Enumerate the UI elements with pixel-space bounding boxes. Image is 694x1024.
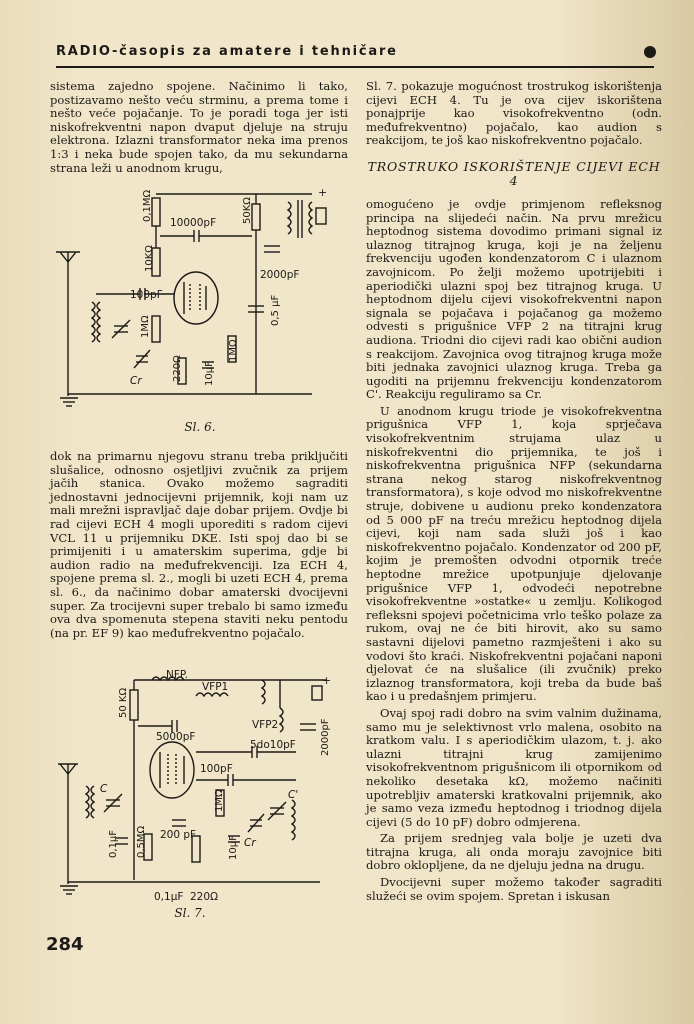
input-coil: [86, 786, 94, 818]
left-column-middle: [50, 450, 348, 643]
label-r5: 220Ω: [172, 355, 183, 382]
label-c5: 10μF: [204, 361, 215, 386]
label-r3: 10KΩ: [144, 245, 155, 272]
label-c3: 2000pF: [320, 718, 331, 756]
label-c6: 200 pF: [160, 829, 197, 841]
input-coil: [92, 302, 100, 342]
label-c3: 100pF: [130, 289, 163, 301]
ground-icon: [60, 398, 78, 406]
paragraph: Ovaj spoj radi dobro na svim valnim dužinama, samo mu je selektivnost vrlo malena, osobito na kratkom valu. I s aperiodičkim ulazom, t. j. ako ulazni titrajni krug zamijenimo visokofrekventnom prigušnicom ili otpornikom od nekoliko desetaka kΩ, možemo načiniti upotrebljiv amaterski kratkovalni prijemnik, ako je samo veza između heptodnog i triodnog dijela cijevi (5 do 10 pF) dobro odmjerena.: [366, 705, 662, 829]
label-bottom-r: 220Ω: [190, 891, 219, 903]
label-c5: 0,1μF: [108, 829, 119, 858]
label-c2: 2000pF: [260, 269, 300, 281]
label-r4: 1MΩ: [140, 315, 151, 338]
vfp1-choke-icon: [196, 693, 228, 696]
figure-7-caption: Sl. 7.: [174, 906, 206, 920]
supply-plus-label: +: [318, 186, 328, 199]
label-vfp1: VFP1: [202, 681, 229, 693]
label-cr: Cr: [130, 375, 142, 387]
audion-coil: [292, 800, 295, 840]
label-c7: 10μF: [228, 835, 239, 860]
left-column-top: [50, 80, 348, 178]
paragraph: sistema zajedno spojene. Načinimo li tako, postizavamo nešto veću strminu, a prema tome i nešto veće pojačanje. To je poradi toga jer isti niskofrekventni napon dvaput djeluje na struju elektrona. Izlazni transformator neka ima prenos 1:3 i neka bude spojen tako, da mu sekundarna strana leži u anodnom krugu,: [50, 79, 348, 175]
label-bottom-c: 0,1μF: [154, 891, 184, 903]
paragraph: Dvocijevni super možemo također sagraditi služeći se ovim spojem. Spretan i iskusan: [366, 875, 662, 903]
paragraph: Za prijem srednjeg vala bolje je uzeti dva titrajna kruga, ali onda moraju zavojnice biti dobro oklopljene, da ne djeluju jedna na drugu.: [366, 831, 662, 873]
supply-plus-label: +: [322, 674, 332, 687]
label-r1: 0,1MΩ: [142, 189, 153, 222]
label-c: C: [100, 783, 108, 795]
figure-7-schematic: [56, 660, 344, 920]
tube-ech4-icon: [174, 272, 218, 324]
ground-icon: [60, 886, 78, 894]
header-bullet-icon: [644, 46, 656, 58]
paragraph: dok na primarnu njegovu stranu treba priključiti slušalice, odnosno osjetljivi zvučnik za prijem jačih stanica. Ovako možemo sagraditi jednostavni jednocijevni prijemnik, koji nam uz mali mrežni ispravljač daje dobar prijem. Ovdje bi rad cijevi ECH 4 mogli uporediti s radom cijevi VCL 11 u prijemniku DKE. Isti spoj dao bi se primijeniti i u amaterskim superima, gdje bi audion radio na međufrekvenciji. Iza ECH 4, spojene prema sl. 2., mogli bi uzeti ECH 4, prema sl. 6., da načinimo dobar amaterski dvocijevni super. Za trocijevni super trebalo bi samo između ova dva spomenuta stepena staviti neku pentodu (na pr. EF 9) kao međufrekventno pojačalo.: [50, 449, 348, 640]
figure-6-caption: Sl. 6.: [184, 420, 216, 434]
running-header: [56, 42, 654, 68]
vfp2-choke-icon: [280, 708, 283, 732]
label-r2: 0,5MΩ: [136, 825, 147, 858]
header-title: RADIO-časopis za amatere i tehničare: [56, 44, 398, 59]
page-number: 284: [46, 934, 84, 955]
label-c4: 100pF: [200, 763, 233, 775]
label-r6: 1MΩ: [228, 339, 239, 362]
label-c2: 5do10pF: [250, 739, 296, 751]
label-r3: 1MΩ: [214, 789, 225, 812]
label-c-prime: C': [288, 789, 299, 801]
label-vfp2: VFP2: [252, 719, 279, 731]
paragraph: Sl. 7. pokazuje mogućnost trostrukog iskorištenja cijevi ECH 4. Tu je ova cijev iskorištena ponajprije kao visokofrekventno (odn. međufrekventno) pojačalo, kao audion s reakcijom, te još kao niskofrekventno pojačalo.: [366, 79, 662, 148]
label-cr: Cr: [244, 837, 256, 849]
label-nfp: NFP.: [166, 669, 188, 681]
antenna-icon: [58, 764, 78, 884]
section-heading: TROSTRUKO ISKORIŠTENJE CIJEVI ECH 4: [367, 158, 661, 188]
paragraph: U anodnom krugu triode je visokofrekventna prigušnica VFP 1, koja sprječava visokofrekventnim strujama ulaz u niskofrekventni dio prijemnika, te još i niskofrekventna prigušnica NFP (sekundarna strana nekog starog niskofrekventnog transformatora), s koje odvod mo niskofrekventne struje, dobivene u audionu preko kondenzatora od 5 000 pF na treću mrežicu heptodnog dijela cijevi, koji nam sada služi još i kao niskofrekventno pojačalo. Kondenzator od 200 pF, kojim je premošten odvodni otpornik treće heptodne mrežice upotpunjuje djelovanje prigušnice VFP 1, odvodeći nepotrebne visokofrekventne »ostatke« u zemlju. Kolikogod refleksni spojevi početnicima vrlo teško polaze za rukom, ovaj ne će biti hirovit, ako su samo sastavni dijelovi pametno razmješteni i ako su vodovi što kraći. Niskofrekventni pojačani naponi djelovat će na slušalice (ili zvučnik) preko izlaznog transformatora, koji treba da bude baš kao i u predašnjem primjeru.: [366, 403, 662, 704]
label-c1: 10000pF: [170, 217, 217, 229]
output-transformer-icon: [288, 200, 326, 238]
tube-ech4-icon: [150, 742, 194, 798]
label-r2: 50KΩ: [242, 197, 253, 224]
label-r1: 50 KΩ: [118, 687, 129, 718]
label-c4: 0,5 μF: [270, 294, 281, 326]
figure-6-schematic: [56, 186, 344, 416]
output-transformer-icon: [262, 680, 322, 704]
right-column: [366, 80, 662, 906]
antenna-icon: [56, 252, 80, 396]
label-c1: 5000pF: [156, 731, 196, 743]
paragraph: omogućeno je ovdje primjenom refleksnog principa na slijedeći način. Na prvu mrežicu heptodnog sistema dovodimo primani signal iz ulaznog titrajnog kruga, koji je na željenu frekvenciju ugođen kondenzatorom C i ulaznom zavojnicom. Po želji možemo upotrijebiti i aperiodički ulazni spoj bez titrajnog kruga. U heptodnom dijelu cijevi visokofrekventni napon signala se pojačava i pojačanog ga možemo odvesti s prigušnice VFP 2 na titrajni krug audiona. Triodni dio cijevi radi kao obični audion s reakcijom. Zavojnica ovog titrajnog kruga može biti jednaka zavojnici ulaznog kruga. Treba ga ugoditi na prijemnu frekvenciju kondenzatorom C'. Reakciju reguliramo sa Cr.: [366, 196, 662, 402]
